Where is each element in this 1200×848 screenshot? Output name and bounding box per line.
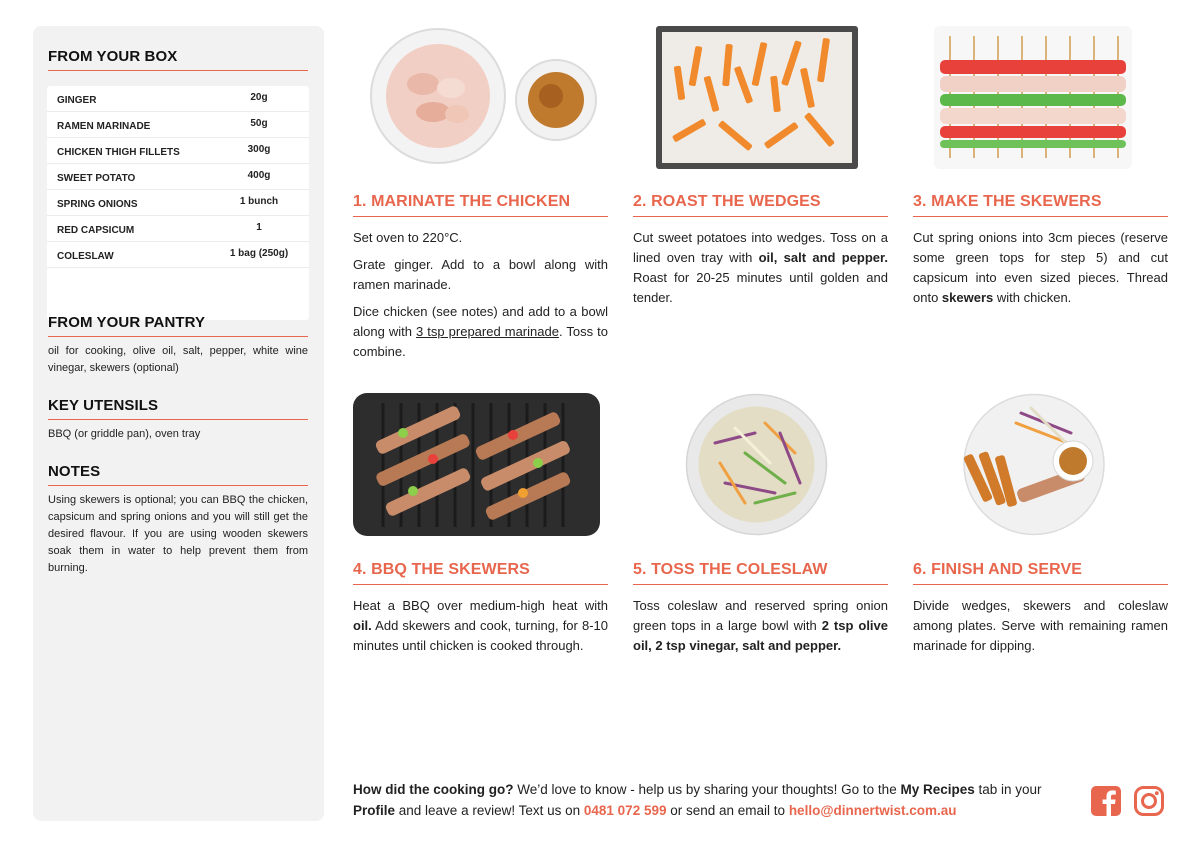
- marinate-chicken-photo: [353, 26, 608, 171]
- box-heading: FROM YOUR BOX: [48, 48, 308, 71]
- pantry-heading: FROM YOUR PANTRY: [48, 314, 308, 337]
- step-instructions: [913, 596, 1168, 663]
- utensils-text: BBQ (or griddle pan), oven tray: [48, 428, 201, 440]
- make-skewers-photo: [934, 26, 1132, 169]
- roast-wedges-photo: [656, 26, 858, 169]
- ingredient-name: SPRING ONIONS: [57, 199, 138, 210]
- ingredient-name: COLESLAW: [57, 251, 114, 262]
- ingredient-qty: 1: [256, 222, 262, 233]
- step-instructions: [633, 228, 888, 315]
- coleslaw-photo: [685, 393, 828, 536]
- finished-dish-photo: [961, 393, 1107, 536]
- step-title: 5. TOSS THE COLESLAW: [633, 561, 888, 585]
- step-4: [353, 393, 608, 663]
- ingredient-row: [47, 216, 309, 242]
- step-5: [633, 393, 888, 663]
- ingredient-qty: 400g: [247, 170, 271, 181]
- step-instructions: [633, 596, 888, 663]
- ingredient-qty: 1 bag (250g): [229, 248, 289, 259]
- step-title: 3. MAKE THE SKEWERS: [913, 193, 1168, 217]
- step-instructions: [353, 596, 608, 663]
- step-title: 6. FINISH AND SERVE: [913, 561, 1168, 585]
- notes-text: Using skewers is optional; you can BBQ the chicken, capsicum and spring onions and you will still get the desired flavour. If you are using wooden skewers soak them in water to help prevent them from burning.: [48, 494, 308, 574]
- ingredient-name: CHICKEN THIGH FILLETS: [57, 147, 180, 158]
- ingredient-row: [47, 86, 309, 112]
- facebook-icon[interactable]: [1090, 785, 1122, 817]
- ingredient-qty: 300g: [247, 144, 271, 155]
- ingredient-row: [47, 190, 309, 216]
- profile-link[interactable]: Profile: [353, 803, 396, 818]
- step-text: Dice chicken (see notes) and add to a bowl along with 3 tsp prepared marinade. Toss to combine.: [353, 304, 608, 359]
- feedback-question: How did the cooking go?: [353, 782, 514, 797]
- my-recipes-link[interactable]: My Recipes: [900, 782, 975, 797]
- step-text: Set oven to 220°C.: [353, 230, 463, 245]
- bbq-skewers-photo: [353, 393, 600, 536]
- step-instructions: [913, 228, 1168, 315]
- step-title: 4. BBQ THE SKEWERS: [353, 561, 608, 585]
- ingredient-name: SWEET POTATO: [57, 173, 136, 184]
- step-1: [353, 26, 608, 366]
- step-title: 1. MARINATE THE CHICKEN: [353, 193, 608, 217]
- step-6: [913, 393, 1168, 663]
- step-text: Grate ginger. Add to a bowl along with ramen marinade.: [353, 257, 608, 292]
- instagram-icon[interactable]: [1133, 785, 1165, 817]
- ingredient-row: [47, 164, 309, 190]
- step-text: Cut sweet potatoes into wedges. Toss on a lined oven tray with oil, salt and pepper. Roast for 20-25 minutes until golden and tender.: [633, 230, 888, 305]
- step-2: [633, 26, 888, 326]
- marinade-amount: 3 tsp prepared marinade: [416, 324, 559, 339]
- pantry-text: oil for cooking, olive oil, salt, pepper, white wine vinegar, skewers (optional): [48, 345, 308, 374]
- step-text: Heat a BBQ over medium-high heat with oil. Add skewers and cook, turning, for 8-10 minutes until chicken is cooked through.: [353, 598, 608, 653]
- phone-number-link[interactable]: 0481 072 599: [583, 803, 667, 818]
- ingredient-qty: 50g: [250, 118, 268, 129]
- ingredient-name: RAMEN MARINADE: [57, 121, 151, 132]
- step-instructions: [353, 228, 608, 369]
- ingredient-name: GINGER: [57, 95, 97, 106]
- email-link[interactable]: hello@dinnertwist.com.au: [788, 803, 957, 818]
- ingredient-row: [47, 112, 309, 138]
- step-text: Toss coleslaw and reserved spring onion green tops in a large bowl with 2 tsp olive oil, 2 tsp vinegar, salt and pepper.: [633, 598, 889, 653]
- utensils-heading: KEY UTENSILS: [48, 397, 308, 420]
- step-text: Cut spring onions into 3cm pieces (reserve some green tops for step 5) and cut capsicum into even sized pieces. Thread onto skewers with chicken.: [913, 230, 1168, 305]
- step-title: 2. ROAST THE WEDGES: [633, 193, 888, 217]
- ingredient-row: [47, 242, 309, 268]
- step-text: Divide wedges, skewers and coleslaw among plates. Serve with remaining ramen marinade for dipping.: [913, 598, 1168, 653]
- ingredient-qty: 20g: [250, 92, 268, 103]
- ingredient-row: [47, 138, 309, 164]
- ingredient-qty: 1 bunch: [239, 196, 279, 207]
- box-ingredients-table: [47, 86, 309, 320]
- ingredients-sidebar: [33, 26, 324, 821]
- feedback-footer: How did the cooking go? We’d love to know - help us by sharing your thoughts! Go to the My Recipes tab in your Profile and leave a review! Text us on 0481 072 599 or send an email to hello@dinnertwist.com.au: [353, 782, 1042, 818]
- ingredient-name: RED CAPSICUM: [57, 225, 135, 236]
- step-3: [913, 26, 1168, 326]
- notes-heading: NOTES: [48, 463, 308, 486]
